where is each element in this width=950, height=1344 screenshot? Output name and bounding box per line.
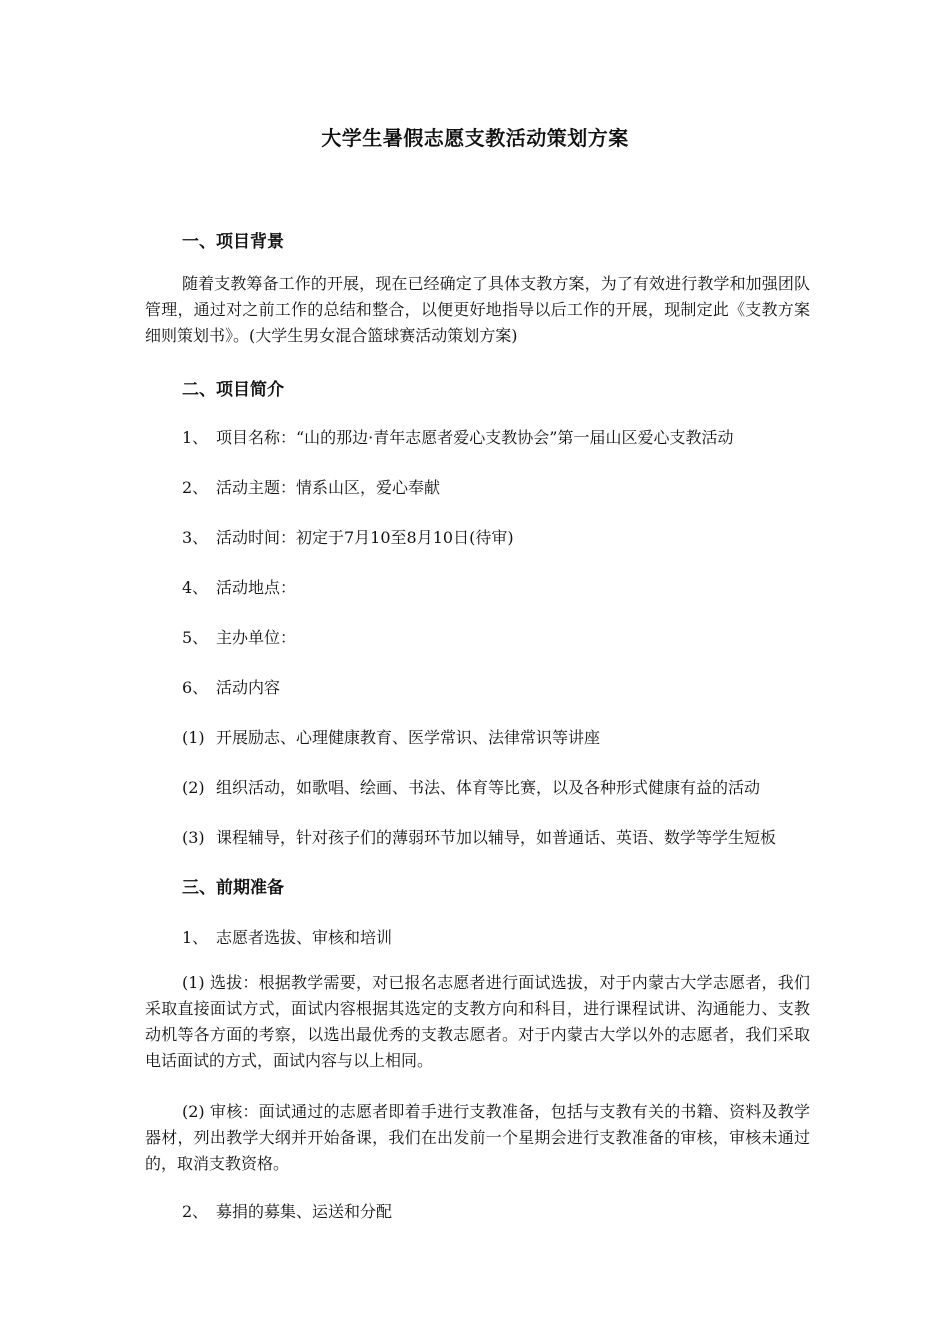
review-paragraph: (2) 审核：面试通过的志愿者即着手进行支教准备，包括与支教有关的书籍、资料及教学器材，列出教学大纲并开始备课，我们在出发前一个星期会进行支教准备的审核，审核未通过的，取消支教资格。	[145, 1102, 810, 1173]
subitem-text: 课程辅导，针对孩子们的薄弱环节加以辅导，如普通话、英语、数学等学生短板	[216, 828, 777, 847]
document-title: 大学生暑假志愿支教活动策划方案	[321, 126, 629, 150]
subitem-number: (3)	[182, 828, 205, 847]
selection-paragraph: (1) 选拔：根据教学需要，对已报名志愿者进行面试选拔，对于内蒙古大学志愿者，我们采取直接面试方式，面试内容根据其选定的支教方向和科目，进行课程试讲、沟通能力、支教动机等各方面的考察，以选出最优秀的支教志愿者。对于内蒙古大学以外的志愿者，我们采取电话面试的方式，面试内容与以上相同。	[145, 973, 810, 1070]
item-number: 1、	[182, 928, 209, 947]
background-paragraph: 随着支教筹备工作的开展，现在已经确定了具体支教方案，为了有效进行教学和加强团队管理，通过对之前工作的总结和整合，以便更好地指导以后工作的开展，现制定此《支教方案细则策划书》。(大学生男女混合篮球赛活动策划方案)	[145, 274, 810, 345]
item-number: 6、	[182, 678, 209, 697]
overview-item-1	[182, 425, 733, 448]
item-text: 活动主题：情系山区，爱心奉献	[216, 478, 441, 497]
item-number: 2、	[182, 1202, 209, 1221]
item-text: 募捐的募集、运送和分配	[216, 1202, 393, 1221]
item-number: 4、	[182, 578, 209, 597]
item-text: 主办单位：	[216, 628, 297, 647]
overview-item-4	[182, 575, 296, 598]
section-heading-background: 一、项目背景	[182, 232, 284, 252]
item-number: 5、	[182, 628, 209, 647]
item-text: 志愿者选拔、审核和培训	[216, 928, 393, 947]
preparation-item-2	[182, 1199, 392, 1222]
overview-item-2	[182, 475, 440, 498]
content-subitem-1	[182, 725, 600, 748]
item-number: 1、	[182, 428, 209, 447]
item-number: 3、	[182, 528, 209, 547]
section-heading-preparation: 三、前期准备	[182, 878, 284, 898]
overview-item-5	[182, 625, 296, 648]
content-subitem-3	[182, 825, 776, 848]
subitem-text: 开展励志、心理健康教育、医学常识、法律常识等讲座	[216, 728, 601, 747]
preparation-item-1	[182, 925, 392, 948]
subitem-number: (2)	[182, 778, 205, 797]
overview-item-6	[182, 675, 280, 698]
item-text: 项目名称：“山的那边·青年志愿者爱心支教协会”第一届山区爱心支教活动	[216, 428, 734, 447]
subitem-number: (1)	[182, 728, 205, 747]
item-text: 活动时间：初定于7月10至8月10日(待审)	[216, 528, 514, 547]
item-number: 2、	[182, 478, 209, 497]
section-heading-overview: 二、项目简介	[182, 380, 284, 400]
subitem-text: 组织活动，如歌唱、绘画、书法、体育等比赛，以及各种形式健康有益的活动	[216, 778, 761, 797]
content-subitem-2	[182, 775, 760, 798]
item-text: 活动内容	[216, 678, 281, 697]
overview-item-3	[182, 525, 514, 548]
item-text: 活动地点：	[216, 578, 297, 597]
